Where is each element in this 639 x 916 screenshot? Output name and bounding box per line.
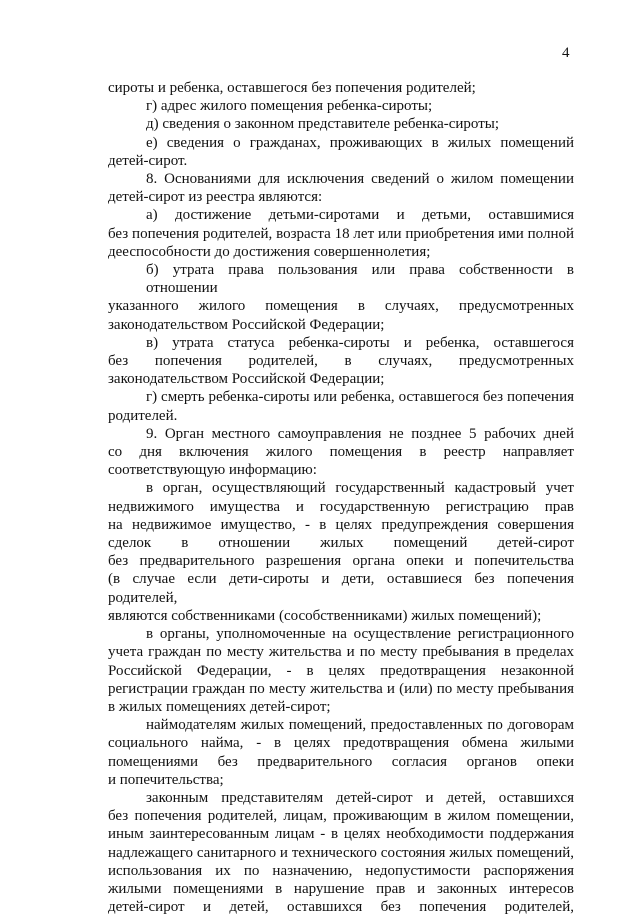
text-line: сделок в отношении жилых помещений детей-сирот xyxy=(108,535,574,552)
text-line: без попечения родителей, лицам, проживающим в жилом помещении, xyxy=(108,808,574,825)
text-line: социального найма, - в целях предотвращения обмена жилыми xyxy=(108,735,574,752)
text-line: надлежащего санитарного и технического состояния жилых помещений, xyxy=(108,844,574,861)
text-line: недвижимого имущества и государственную регистрацию прав xyxy=(108,498,574,515)
text-line: и попечительства; xyxy=(108,771,224,788)
text-line: учета граждан по месту жительства и по месту пребывания в пределах xyxy=(108,644,574,661)
text-line: без предварительного разрешения органа опеки и попечительства xyxy=(108,553,574,570)
text-line: регистрации граждан по месту жительства и (или) по месту пребывания xyxy=(108,680,574,697)
text-line: дееспособности до достижения совершеннолетия; xyxy=(108,243,431,260)
text-line: Российской Федерации, - в целях предотвращения незаконной xyxy=(108,662,574,679)
text-line: 9. Орган местного самоуправления не позднее 5 рабочих дней xyxy=(146,425,574,442)
text-line: в органы, уполномоченные на осуществление регистрационного xyxy=(146,626,574,643)
text-line: помещениями без предварительного согласия органов опеки xyxy=(108,753,574,770)
text-line: (в случае если дети-сироты и дети, оставшиеся без попечения родителей, xyxy=(108,571,574,606)
text-line: жилыми помещениями в нарушение прав и законных интересов xyxy=(108,880,574,897)
text-line: детей-сирот из реестра являются: xyxy=(108,189,323,206)
text-line: в жилых помещениях детей-сирот; xyxy=(108,698,331,715)
text-line: законным представителям детей-сирот и детей, оставшихся xyxy=(146,789,574,806)
text-line: родителей. xyxy=(108,407,178,424)
text-line: г) смерть ребенка-сироты или ребенка, оставшегося без попечения xyxy=(146,389,574,406)
text-line: в орган, осуществляющий государственный кадастровый учет xyxy=(146,480,574,497)
text-line: а) достижение детьми-сиротами и детьми, оставшимися xyxy=(146,207,574,224)
text-line: законодательством Российской Федерации; xyxy=(108,316,385,333)
text-line: детей-сирот и детей, оставшихся без попечения родителей, xyxy=(108,899,574,916)
text-line: детей-сирот. xyxy=(108,152,188,169)
text-line: сироты и ребенка, оставшегося без попечения родителей; xyxy=(108,80,476,96)
text-line: законодательством Российской Федерации; xyxy=(108,371,385,388)
text-line: использования их по назначению, недопустимости распоряжения xyxy=(108,862,574,879)
text-line: наймодателям жилых помещений, предоставленных по договорам xyxy=(146,717,574,734)
text-line: без попечения родителей, возраста 18 лет или приобретения ими полной xyxy=(108,225,574,242)
text-line: д) сведения о законном представителе ребенка-сироты; xyxy=(146,116,500,133)
text-line: указанного жилого помещения в случаях, предусмотренных xyxy=(108,298,574,315)
page-number: 4 xyxy=(562,45,570,61)
text-line: 8. Основаниями для исключения сведений о жилом помещении xyxy=(146,171,574,188)
text-line: г) адрес жилого помещения ребенка-сироты; xyxy=(146,98,433,115)
text-line: б) утрата права пользования или права собственности в отношении xyxy=(146,262,574,297)
text-line: на недвижимое имущество, - в целях предупреждения совершения xyxy=(108,516,574,533)
text-line: соответствующую информацию: xyxy=(108,462,317,479)
text-line: являются собственниками (сособственниками) жилых помещений); xyxy=(108,607,542,624)
text-line: без попечения родителей, в случаях, предусмотренных xyxy=(108,353,574,370)
text-line: со дня включения жилого помещения в реестр направляет xyxy=(108,444,574,461)
text-line: в) утрата статуса ребенка-сироты и ребенка, оставшегося xyxy=(146,334,574,351)
text-line: е) сведения о гражданах, проживающих в жилых помещений xyxy=(146,134,574,151)
document-body xyxy=(108,79,574,916)
text-line: иным заинтересованным лицам - в целях необходимости поддержания xyxy=(108,826,574,843)
